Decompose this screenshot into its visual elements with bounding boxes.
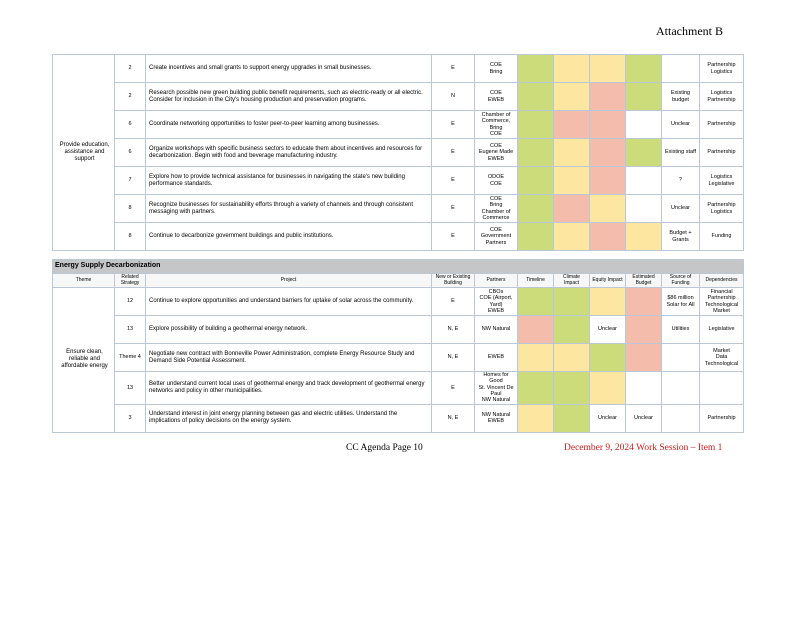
project-cell: Create incentives and small grants to support energy upgrades in small businesses.	[146, 55, 432, 83]
budget-cell	[626, 223, 662, 251]
table-row	[53, 55, 744, 83]
column-header: Climate Impact	[554, 274, 590, 288]
timeline-cell	[518, 167, 554, 195]
equity-impact-cell	[590, 55, 626, 83]
table-row	[53, 288, 744, 316]
column-header: Estimated Budget	[626, 274, 662, 288]
energy-supply-table	[52, 259, 744, 433]
timeline-cell	[518, 288, 554, 316]
budget-cell	[626, 83, 662, 111]
new-existing-cell: E	[432, 139, 475, 167]
table-row	[53, 167, 744, 195]
dependencies-cell	[700, 372, 744, 405]
climate-impact-cell	[554, 167, 590, 195]
partners-cell: NW Natural	[475, 316, 518, 344]
budget-cell	[626, 167, 662, 195]
dependencies-cell: Partnership Logistics	[700, 195, 744, 223]
dependencies-cell: Legislative	[700, 316, 744, 344]
table-row	[53, 111, 744, 139]
dependencies-cell: Logistics Partnership	[700, 83, 744, 111]
new-existing-cell: E	[432, 372, 475, 405]
equity-impact-cell	[590, 372, 626, 405]
column-header: Partners	[475, 274, 518, 288]
funding-cell: Unclear	[662, 111, 700, 139]
project-cell: Organize workshops with specific business sectors to educate them about incentives and resources for decarbonization. Begin with food and beverage manufacturing industry.	[146, 139, 432, 167]
project-cell: Recognize businesses for sustainability efforts through a variety of channels and through consistent messaging with partners.	[146, 195, 432, 223]
project-cell: Continue to decarbonize government buildings and public institutions.	[146, 223, 432, 251]
theme-cell: Provide education, assistance and support	[53, 55, 115, 251]
budget-cell	[626, 55, 662, 83]
column-header: Dependencies	[700, 274, 744, 288]
dependencies-cell: Funding	[700, 223, 744, 251]
climate-impact-cell	[554, 344, 590, 372]
timeline-cell	[518, 344, 554, 372]
climate-impact-cell	[554, 288, 590, 316]
budget-cell	[626, 288, 662, 316]
partners-cell: NW Natural EWEB	[475, 404, 518, 432]
table-row	[53, 195, 744, 223]
strategy-cell: 13	[115, 372, 146, 405]
climate-impact-cell	[554, 83, 590, 111]
climate-impact-cell	[554, 195, 590, 223]
timeline-cell	[518, 404, 554, 432]
new-existing-cell: N	[432, 83, 475, 111]
climate-impact-cell	[554, 404, 590, 432]
budget-cell	[626, 195, 662, 223]
equity-impact-cell	[590, 223, 626, 251]
partners-cell: COE EWEB	[475, 83, 518, 111]
dependencies-cell: Market Data Technological	[700, 344, 744, 372]
project-cell: Research possible new green building public benefit requirements, such as electric-ready or all electric. Consider for inclusion in the City's housing production and preservation programs.	[146, 83, 432, 111]
timeline-cell	[518, 195, 554, 223]
page-number: CC Agenda Page 10	[346, 443, 423, 453]
equity-impact-cell	[590, 139, 626, 167]
column-header: New or Existing Building	[432, 274, 475, 288]
climate-impact-cell	[554, 223, 590, 251]
equity-impact-cell: Unclear	[590, 404, 626, 432]
strategy-cell: 3	[115, 404, 146, 432]
budget-cell	[626, 372, 662, 405]
funding-cell: Existing budget	[662, 83, 700, 111]
table-row	[53, 83, 744, 111]
timeline-cell	[518, 83, 554, 111]
climate-impact-cell	[554, 55, 590, 83]
budget-cell	[626, 111, 662, 139]
project-cell: Better understand current local uses of geothermal energy and track development of geothermal energy networks and policy in other municipalities.	[146, 372, 432, 405]
climate-impact-cell	[554, 372, 590, 405]
project-cell: Negotiate new contract with Bonneville Power Administration, complete Energy Resource Study and Demand Side Potential Assessment.	[146, 344, 432, 372]
dependencies-cell: Partnership Logistics	[700, 55, 744, 83]
new-existing-cell: E	[432, 111, 475, 139]
table-row	[53, 139, 744, 167]
dependencies-cell: Partnership	[700, 111, 744, 139]
partners-cell: COE Bring Chamber of Commerce	[475, 195, 518, 223]
strategy-cell: Theme 4	[115, 344, 146, 372]
timeline-cell	[518, 223, 554, 251]
budget-cell: Unclear	[626, 404, 662, 432]
new-existing-cell: E	[432, 288, 475, 316]
column-header: Timeline	[518, 274, 554, 288]
strategy-cell: 13	[115, 316, 146, 344]
budget-cell	[626, 344, 662, 372]
strategy-cell: 8	[115, 195, 146, 223]
table-row	[53, 223, 744, 251]
equity-impact-cell	[590, 111, 626, 139]
new-existing-cell: E	[432, 223, 475, 251]
dependencies-cell: Partnership	[700, 404, 744, 432]
table-row	[53, 404, 744, 432]
strategy-cell: 7	[115, 167, 146, 195]
climate-impact-cell	[554, 139, 590, 167]
funding-cell	[662, 404, 700, 432]
climate-impact-cell	[554, 111, 590, 139]
table-row	[53, 372, 744, 405]
dependencies-cell: Partnership	[700, 139, 744, 167]
equity-impact-cell	[590, 288, 626, 316]
partners-cell: COE Eugene Made EWEB	[475, 139, 518, 167]
funding-cell	[662, 372, 700, 405]
equity-impact-cell: Unclear	[590, 316, 626, 344]
funding-cell: $86 million Solar for All	[662, 288, 700, 316]
partners-cell: Homes for Good St. Vincent De Paul NW Natural	[475, 372, 518, 405]
work-session-label: December 9, 2024 Work Session – Item 1	[564, 443, 723, 453]
new-existing-cell: N, E	[432, 344, 475, 372]
equity-impact-cell	[590, 195, 626, 223]
strategy-cell: 12	[115, 288, 146, 316]
strategy-cell: 2	[115, 83, 146, 111]
funding-cell: ?	[662, 167, 700, 195]
equity-impact-cell	[590, 167, 626, 195]
column-header: Related Strategy	[115, 274, 146, 288]
timeline-cell	[518, 316, 554, 344]
column-header: Project	[146, 274, 432, 288]
funding-cell	[662, 344, 700, 372]
project-cell: Coordinate networking opportunities to foster peer-to-peer learning among businesses.	[146, 111, 432, 139]
dependencies-cell: Logistics Legislative	[700, 167, 744, 195]
column-header: Source of Funding	[662, 274, 700, 288]
funding-cell: Unclear	[662, 195, 700, 223]
project-cell: Continue to explore opportunities and understand barriers for uptake of solar across the community.	[146, 288, 432, 316]
partners-cell: Chamber of Commerce, Bring COE	[475, 111, 518, 139]
climate-impact-cell	[554, 316, 590, 344]
strategy-cell: 6	[115, 139, 146, 167]
attachment-label: Attachment B	[656, 24, 723, 38]
new-existing-cell: N, E	[432, 404, 475, 432]
partners-cell: ODOE COE	[475, 167, 518, 195]
column-header: Theme	[53, 274, 115, 288]
project-cell: Explore possibility of building a geothermal energy network.	[146, 316, 432, 344]
timeline-cell	[518, 55, 554, 83]
table-row	[53, 316, 744, 344]
project-cell: Explore how to provide technical assistance for businesses in navigating the state's new building performance standards.	[146, 167, 432, 195]
equity-impact-cell	[590, 83, 626, 111]
new-existing-cell: N, E	[432, 316, 475, 344]
timeline-cell	[518, 139, 554, 167]
partners-cell: EWEB	[475, 344, 518, 372]
budget-cell	[626, 139, 662, 167]
funding-cell: Budget + Grants	[662, 223, 700, 251]
column-header: Equity Impact	[590, 274, 626, 288]
partners-cell: COE Bring	[475, 55, 518, 83]
project-cell: Understand interest in joint energy planning between gas and electric utilities. Understand the implications of policy decisions on the energy system.	[146, 404, 432, 432]
strategy-cell: 2	[115, 55, 146, 83]
funding-cell	[662, 55, 700, 83]
education-table	[52, 54, 744, 251]
funding-cell: Existing staff	[662, 139, 700, 167]
budget-cell	[626, 316, 662, 344]
section-title: Energy Supply Decarbonization	[53, 260, 744, 274]
theme-cell: Ensure clean, reliable and affordable energy	[53, 288, 115, 433]
partners-cell: COE Government Partners	[475, 223, 518, 251]
table-row	[53, 344, 744, 372]
new-existing-cell: E	[432, 167, 475, 195]
timeline-cell	[518, 111, 554, 139]
dependencies-cell: Financial Partnership Technological Market	[700, 288, 744, 316]
timeline-cell	[518, 372, 554, 405]
equity-impact-cell	[590, 344, 626, 372]
strategy-cell: 6	[115, 111, 146, 139]
new-existing-cell: E	[432, 195, 475, 223]
new-existing-cell: E	[432, 55, 475, 83]
partners-cell: CBOs COE (Airport, Yard) EWEB	[475, 288, 518, 316]
funding-cell: Utilities	[662, 316, 700, 344]
strategy-cell: 8	[115, 223, 146, 251]
